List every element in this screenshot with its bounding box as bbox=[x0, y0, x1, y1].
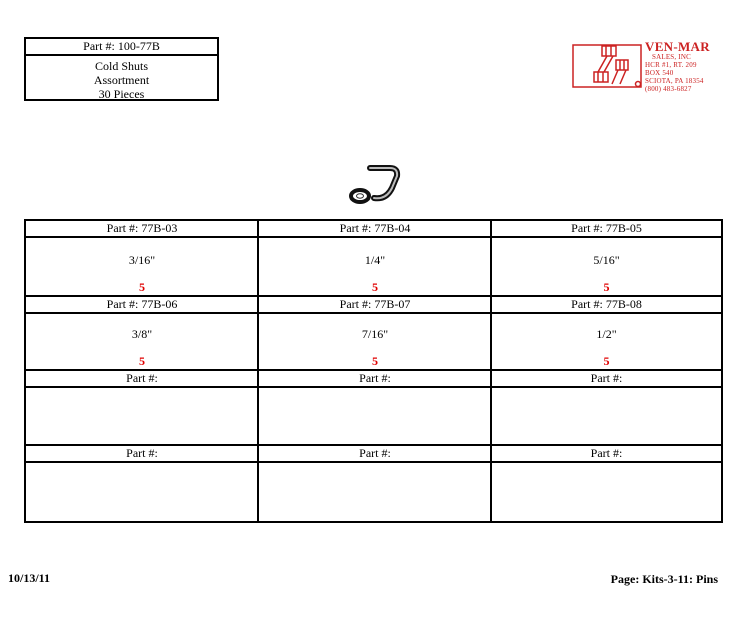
part-cell bbox=[492, 221, 721, 296]
part-cell bbox=[492, 446, 721, 521]
part-cell bbox=[26, 221, 258, 296]
part-quantity: 5 bbox=[139, 280, 145, 294]
parts-row bbox=[26, 297, 721, 370]
company-address-line: BOX 540 bbox=[645, 69, 674, 77]
part-quantity: 5 bbox=[603, 354, 610, 368]
company-phone: (800) 483-6827 bbox=[645, 85, 692, 93]
part-number: Part #: 77B-04 bbox=[259, 221, 491, 238]
part-size: 1/2" bbox=[596, 327, 617, 341]
part-number: Part #: 77B-08 bbox=[492, 297, 721, 314]
part-number: Part #: 77B-05 bbox=[492, 221, 721, 238]
kit-part-box bbox=[24, 37, 219, 101]
kit-description-line: Cold Shuts bbox=[94, 59, 148, 73]
bolt-logo-icon bbox=[572, 42, 644, 90]
company-logo-text bbox=[645, 40, 710, 93]
part-number: Part #: bbox=[492, 371, 721, 388]
parts-row bbox=[26, 446, 721, 521]
footer-date: 10/13/11 bbox=[8, 571, 51, 585]
part-cell bbox=[492, 371, 721, 445]
part-quantity: 5 bbox=[603, 280, 610, 294]
part-quantity: 5 bbox=[372, 280, 378, 294]
part-cell bbox=[259, 446, 491, 521]
part-number: Part #: 77B-06 bbox=[26, 297, 258, 314]
kit-part-number: Part #: 100-77B bbox=[26, 39, 217, 56]
parts-row bbox=[26, 371, 721, 445]
company-logo bbox=[572, 39, 722, 93]
part-size: 7/16" bbox=[361, 327, 389, 341]
parts-grid bbox=[24, 219, 723, 523]
kit-description-line: 30 Pieces bbox=[98, 87, 145, 101]
part-number: Part #: bbox=[492, 446, 721, 463]
part-cell bbox=[26, 371, 258, 445]
part-quantity: 5 bbox=[139, 354, 145, 368]
company-address-line: SCIOTA, PA 18354 bbox=[645, 77, 704, 85]
part-number: Part #: bbox=[26, 446, 258, 463]
footer-page-label: Page: Kits-3-11: Pins bbox=[610, 572, 718, 586]
part-number: Part #: 77B-03 bbox=[26, 221, 258, 238]
part-number: Part #: bbox=[259, 446, 491, 463]
part-cell bbox=[26, 297, 258, 370]
part-number: Part #: bbox=[26, 371, 258, 388]
parts-row bbox=[26, 221, 721, 296]
part-size: 1/4" bbox=[364, 253, 386, 267]
part-size: 3/16" bbox=[128, 253, 156, 267]
part-cell bbox=[26, 446, 258, 521]
part-size: 3/8" bbox=[131, 327, 153, 341]
part-size: 5/16" bbox=[593, 253, 620, 267]
part-number: Part #: bbox=[259, 371, 491, 388]
part-cell bbox=[259, 221, 491, 296]
company-address-line: HCR #1, RT. 209 bbox=[645, 61, 697, 69]
part-quantity: 5 bbox=[372, 354, 378, 368]
part-cell bbox=[259, 297, 491, 370]
part-number: Part #: 77B-07 bbox=[259, 297, 491, 314]
company-name: VEN-MAR bbox=[645, 39, 710, 54]
kit-description-line: Assortment bbox=[93, 73, 150, 87]
part-cell bbox=[492, 297, 721, 370]
cold-shut-link-icon bbox=[346, 160, 402, 206]
kit-description bbox=[26, 56, 217, 101]
part-cell bbox=[259, 371, 491, 445]
company-subname: SALES, INC bbox=[652, 53, 691, 61]
